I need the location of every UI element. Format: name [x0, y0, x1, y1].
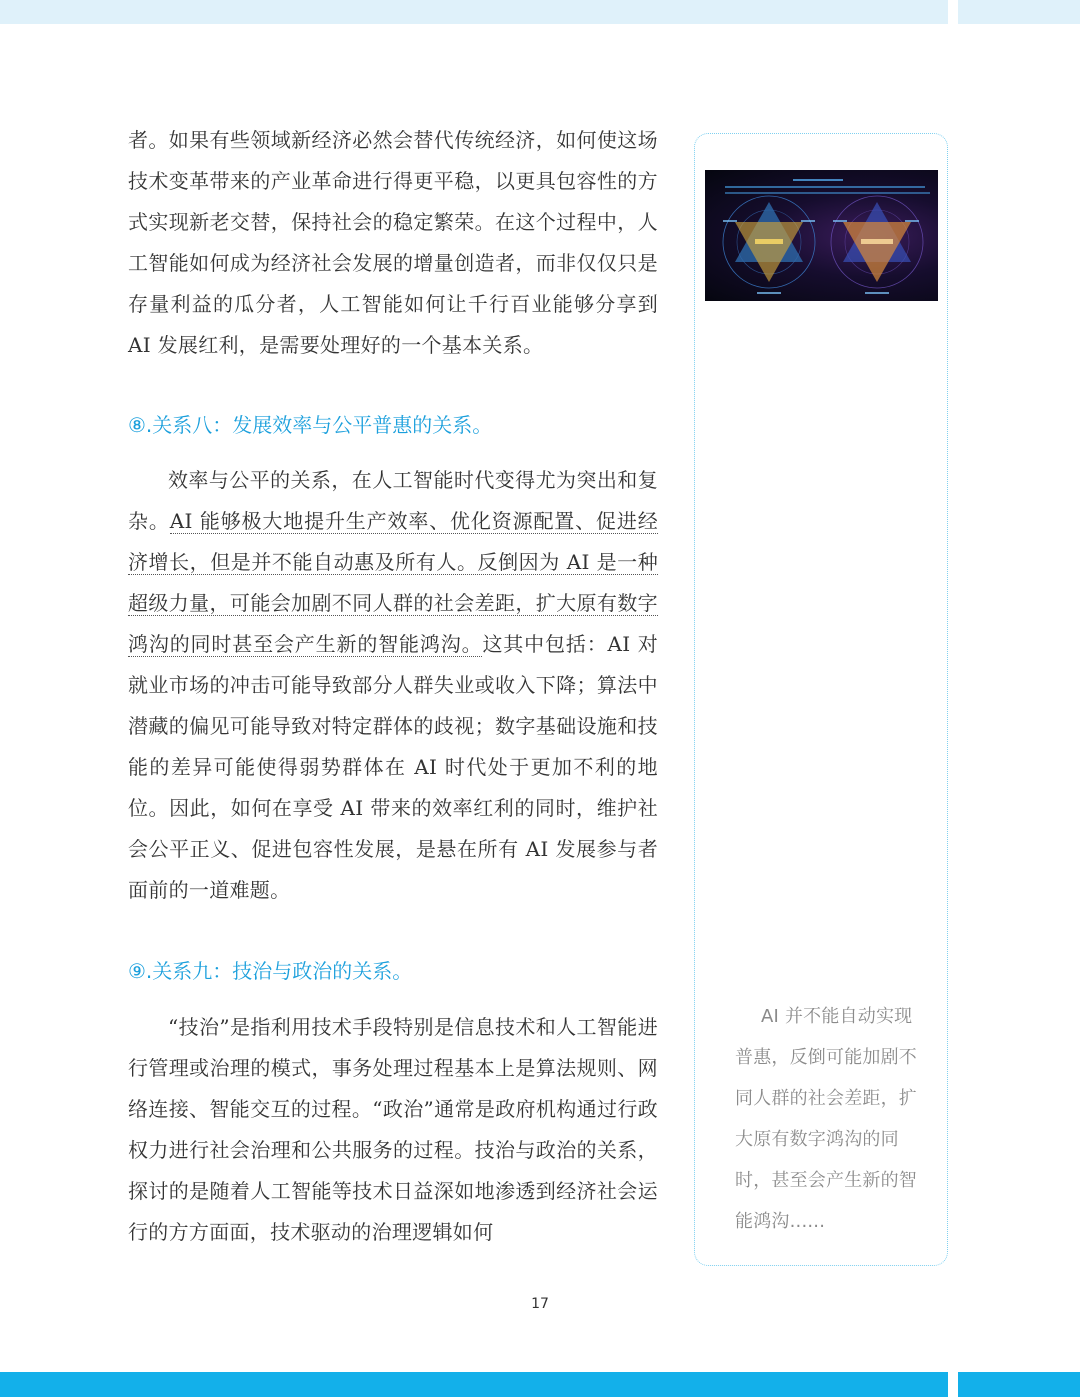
- top-decor-band-right: [958, 0, 1080, 24]
- paragraph-2-end: 这其中包括：AI 对就业市场的冲击可能导致部分人群失业或收入下降；算法中潜藏的偏见可能导致对特定群体的歧视；数字基础设施和技能的差异可能使得弱势群体在 AI 时代处于更加不利的地位。因此，如何在享受 AI 带来的效率红利的同时，维护社会公平正义、促进包容性发展，是悬在所有 AI 发展参与者面前的一道难题。: [128, 632, 659, 902]
- paragraph-3: “技治”是指利用技术手段特别是信息技术和人工智能进行管理或治理的模式，事务处理过程基本上是算法规则、网络连接、智能交互的过程。“政治”通常是政府机构通过行政权力进行社会治理和公共服务的过程。技治与政治的关系，探讨的是随着人工智能等技术日益深如地渗透到经济社会运行的方方面面，技术驱动的治理逻辑如何: [128, 1015, 658, 1244]
- paragraph-2: [128, 460, 658, 911]
- page-number: 17: [531, 1296, 549, 1312]
- section-heading-8: ⑧.关系八：发展效率与公平普惠的关系。: [128, 413, 493, 437]
- top-decor-band: [0, 0, 948, 24]
- paragraph-2-highlight: AI 能够极大地提升生产效率、优化资源配置、促进经济增长，但是并不能自动惠及所有人。反倒因为 AI 是一种超级力量，可能会加剧不同人群的社会差距，扩大原有数字鸿沟的同时甚至会产生新的智能鸿沟。: [128, 509, 658, 656]
- paragraph-2-start: 效率与公平的关系，在人工智能时代变得尤为突出和复杂。: [128, 468, 658, 533]
- bottom-decor-band-right: [958, 1372, 1080, 1397]
- hexagram-diagram-image: [705, 170, 938, 301]
- pull-quote: AI 并不能自动实现普惠，反倒可能加剧不同人群的社会差距，扩大原有数字鸿沟的同时，甚至会产生新的智能鸿沟......: [735, 1006, 917, 1232]
- sidebar-box: [694, 133, 948, 1266]
- paragraph-1: 者。如果有些领域新经济必然会替代传统经济，如何使这场技术变革带来的产业革命进行得更平稳，以更具包容性的方式实现新老交替，保持社会的稳定繁荣。在这个过程中，人工智能如何成为经济社会发展的增量创造者，而非仅仅只是存量利益的瓜分者，人工智能如何让千行百业能够分享到 AI 发展红利，是需要处理好的一个基本关系。: [128, 128, 658, 357]
- section-heading-9: ⑨.关系九：技治与政治的关系。: [128, 959, 413, 983]
- bottom-decor-band: [0, 1372, 948, 1397]
